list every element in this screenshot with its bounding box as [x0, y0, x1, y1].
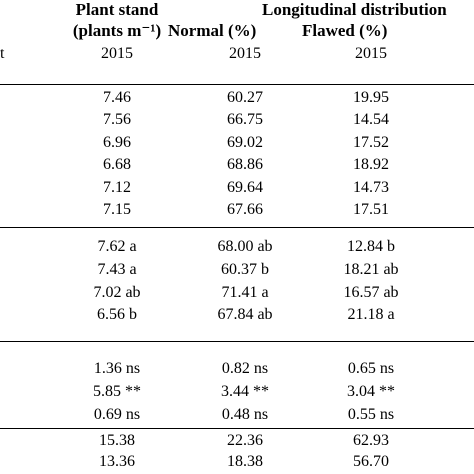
col1-year: 2015 [101, 45, 133, 62]
table-row [0, 157, 474, 177]
flawed-cell: 18.92 [353, 156, 389, 173]
col1-header-line2: (plants m⁻¹) [72, 21, 162, 40]
group-rule-3 [0, 428, 474, 429]
col2-year: 2015 [229, 45, 261, 62]
normal-cell: 67.66 [227, 201, 263, 218]
table-row [0, 285, 474, 305]
plant-stand-cell: 0.69 ns [93, 406, 141, 423]
table-row [0, 135, 474, 155]
normal-cell: 66.75 [227, 111, 263, 128]
flawed-cell: 14.73 [353, 179, 389, 196]
flawed-cell: 17.52 [353, 134, 389, 151]
longitudinal-distribution-header: Longitudinal distribution [262, 0, 447, 19]
flawed-cell: 18.21 ab [343, 261, 399, 278]
flawed-cell: 21.18 a [347, 306, 395, 323]
group-rule-1 [0, 227, 474, 228]
plant-stand-cell: 6.68 [103, 156, 131, 173]
normal-cell: 3.44 ** [221, 383, 269, 400]
table-row [0, 384, 474, 404]
flawed-cell: 16.57 ab [343, 284, 399, 301]
plant-stand-cell: 7.62 a [97, 238, 137, 255]
normal-cell: 22.36 [227, 432, 263, 449]
flawed-cell: 62.93 [353, 432, 389, 449]
table-row [0, 239, 474, 259]
flawed-cell: 19.95 [353, 89, 389, 106]
normal-cell: 68.86 [227, 156, 263, 173]
row-label-fragment: t [0, 45, 5, 62]
plant-stand-cell: 1.36 ns [93, 360, 141, 377]
flawed-column-header: Flawed (%) [302, 21, 388, 40]
table-row [0, 454, 474, 474]
normal-cell: 18.38 [227, 453, 263, 470]
flawed-cell: 12.84 b [347, 238, 395, 255]
table-row [0, 361, 474, 381]
plant-stand-cell: 7.56 [103, 111, 131, 128]
normal-cell: 67.84 ab [217, 306, 273, 323]
plant-stand-cell: 13.36 [99, 453, 135, 470]
table-row [0, 307, 474, 327]
table-row [0, 202, 474, 222]
flawed-cell: 14.54 [353, 111, 389, 128]
header-rule [0, 84, 474, 85]
flawed-cell: 0.65 ns [347, 360, 395, 377]
plant-stand-cell: 7.46 [103, 89, 131, 106]
plant-stand-cell: 15.38 [99, 432, 135, 449]
plant-stand-cell: 7.15 [103, 201, 131, 218]
flawed-cell: 56.70 [353, 453, 389, 470]
table-row [0, 433, 474, 453]
normal-cell: 60.37 b [221, 261, 269, 278]
plant-stand-cell: 5.85 ** [93, 383, 141, 400]
normal-cell: 68.00 ab [217, 238, 273, 255]
plant-stand-cell: 6.56 b [97, 306, 137, 323]
table-row [0, 112, 474, 132]
plant-stand-cell: 6.96 [103, 134, 131, 151]
normal-cell: 69.02 [227, 134, 263, 151]
normal-column-header: Normal (%) [168, 21, 257, 40]
plant-stand-cell: 7.02 ab [93, 284, 141, 301]
flawed-cell: 3.04 ** [347, 383, 395, 400]
table-row [0, 180, 474, 200]
col1-header-line1: Plant stand [75, 0, 159, 19]
normal-cell: 60.27 [227, 89, 263, 106]
flawed-cell: 17.51 [353, 201, 389, 218]
plant-stand-cell: 7.43 a [97, 261, 137, 278]
table-row [0, 262, 474, 282]
normal-cell: 71.41 a [221, 284, 269, 301]
group-rule-2 [0, 341, 474, 342]
normal-cell: 69.64 [227, 179, 263, 196]
table-row [0, 407, 474, 427]
col3-year: 2015 [355, 45, 387, 62]
normal-cell: 0.48 ns [221, 406, 269, 423]
normal-cell: 0.82 ns [221, 360, 269, 377]
plant-stand-cell: 7.12 [103, 179, 131, 196]
flawed-cell: 0.55 ns [347, 406, 395, 423]
table-row [0, 90, 474, 110]
